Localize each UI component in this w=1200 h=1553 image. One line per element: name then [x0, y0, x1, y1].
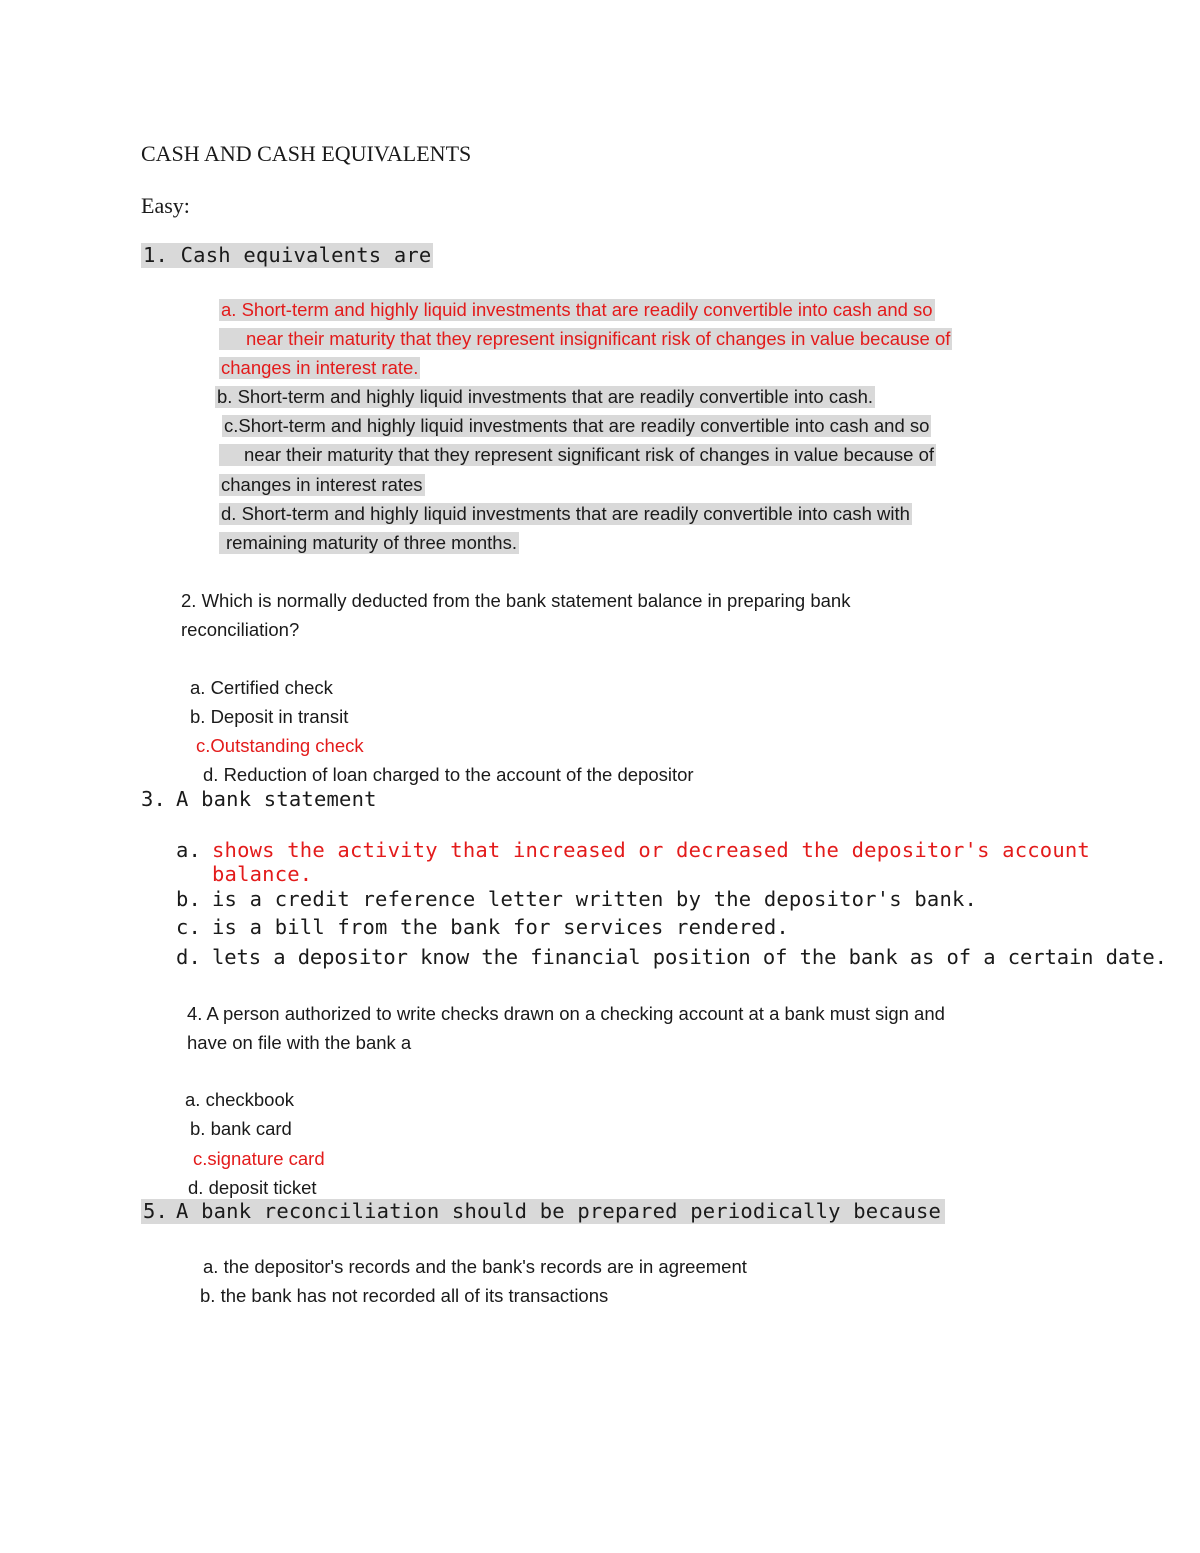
- q2-option-b: b. Deposit in transit: [190, 706, 349, 727]
- section-heading: Easy:: [141, 193, 190, 218]
- q3-option-a-line1: shows the activity that increased or decreased the depositor's account: [212, 838, 1090, 862]
- question-1: 1. Cash equivalents are: [143, 243, 432, 267]
- q1-option-a-line2: near their maturity that they represent insignificant risk of changes in value because of: [219, 328, 952, 350]
- q5-option-a: a. the depositor's records and the bank's records are in agreement: [203, 1256, 747, 1277]
- question-4-line2: have on file with the bank a: [187, 1032, 412, 1053]
- question-4-line1: 4. A person authorized to write checks drawn on a checking account at a bank must sign and: [187, 1003, 945, 1024]
- q3-option-d-letter: d.: [176, 945, 202, 969]
- question-3: A bank statement: [176, 787, 377, 811]
- q4-option-a: a. checkbook: [185, 1089, 295, 1110]
- q4-option-d: d. deposit ticket: [188, 1177, 317, 1198]
- q4-option-c: c.signature card: [193, 1148, 325, 1169]
- q3-option-a-letter: a.: [176, 838, 202, 862]
- document-title: CASH AND CASH EQUIVALENTS: [141, 141, 472, 166]
- q1-option-a-line1: a. Short-term and highly liquid investments that are readily convertible into cash and so: [221, 299, 933, 320]
- question-2-line1: 2. Which is normally deducted from the bank statement balance in preparing bank: [181, 590, 851, 611]
- q1-option-d-line1: d. Short-term and highly liquid investments that are readily convertible into cash with: [221, 503, 910, 524]
- q3-option-a-line2: balance.: [212, 862, 313, 886]
- q5-option-b: b. the bank has not recorded all of its transactions: [200, 1285, 609, 1306]
- q3-number: 3.: [141, 787, 167, 811]
- q2-option-c: c.Outstanding check: [196, 735, 364, 756]
- q3-option-b: is a credit reference letter written by the depositor's bank.: [212, 887, 978, 911]
- q3-option-d: lets a depositor know the financial position of the bank as of a certain date.: [212, 945, 1167, 969]
- q3-option-b-letter: b.: [176, 887, 202, 911]
- question-5: A bank reconciliation should be prepared periodically because: [170, 1199, 945, 1224]
- q2-option-a: a. Certified check: [190, 677, 333, 698]
- q3-option-c: is a bill from the bank for services rendered.: [212, 915, 789, 939]
- q1-option-a-line3: changes in interest rate.: [221, 357, 419, 378]
- q1-option-b: b. Short-term and highly liquid investments that are readily convertible into cash.: [217, 386, 874, 407]
- q3-option-c-letter: c.: [176, 915, 202, 939]
- q4-option-b: b. bank card: [190, 1118, 292, 1139]
- q5-number: 5.: [143, 1199, 169, 1223]
- q1-option-c-line3: changes in interest rates: [221, 474, 423, 495]
- q1-option-d-line2: remaining maturity of three months.: [219, 532, 519, 554]
- q1-option-c-line2: near their maturity that they represent significant risk of changes in value because of: [219, 444, 936, 466]
- q2-option-d: d. Reduction of loan charged to the account of the depositor: [203, 764, 694, 785]
- question-2-line2: reconciliation?: [181, 619, 300, 640]
- q1-option-c-line1: c.Short-term and highly liquid investments that are readily convertible into cash and so: [224, 415, 930, 436]
